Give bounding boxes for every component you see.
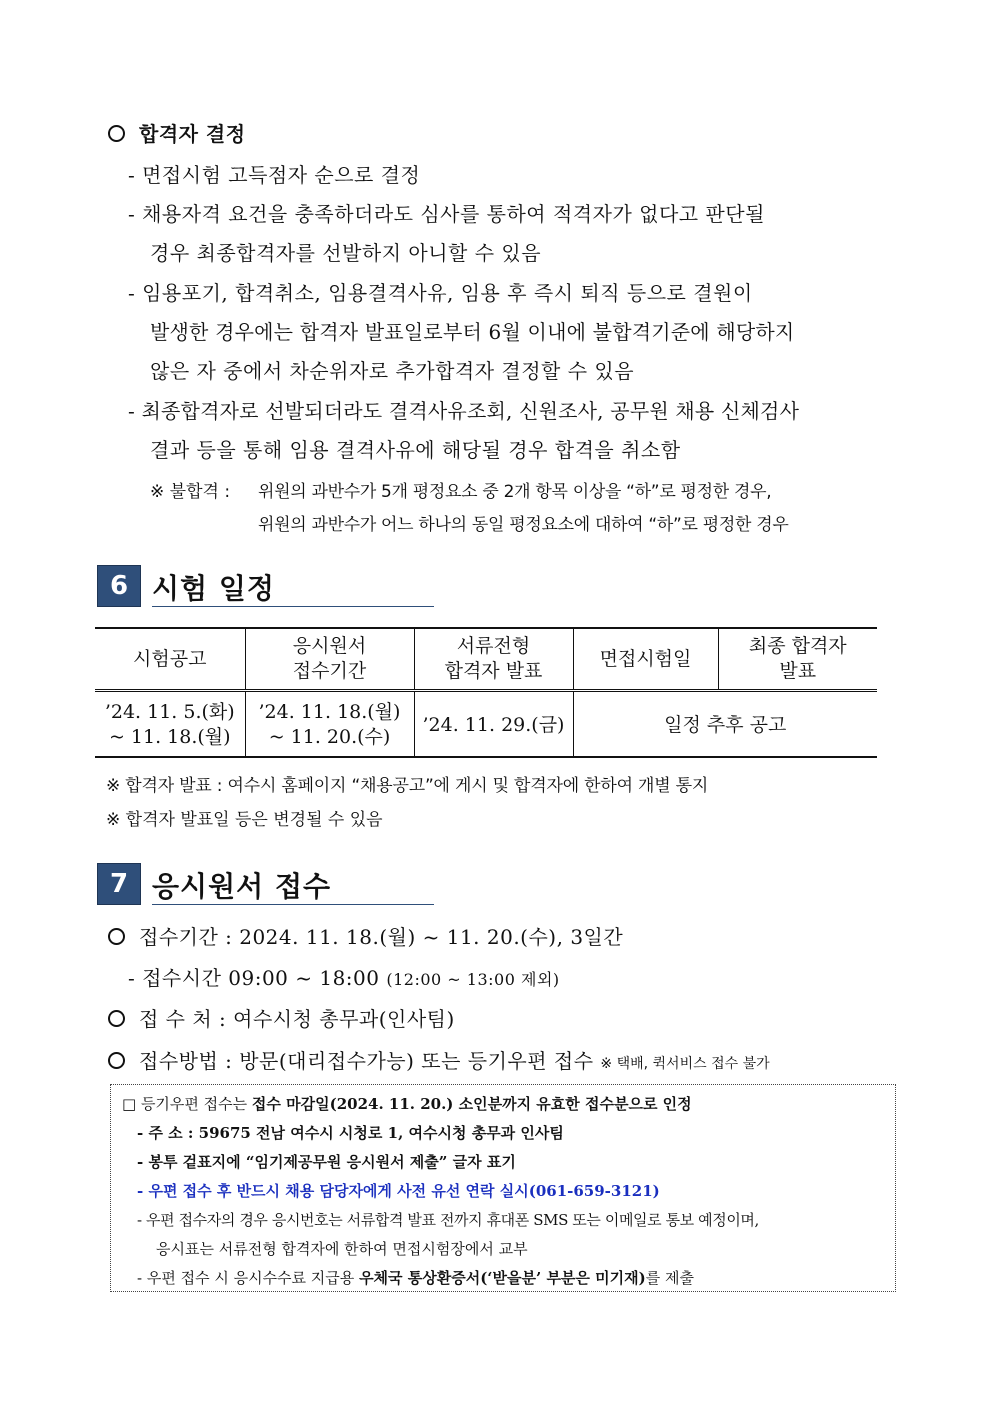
header-cell: 면접시험일 (573, 629, 718, 691)
pass-item: - 최종합격자로 선발되더라도 결격사유조회, 신원조사, 공무원 채용 신체검사 (128, 399, 800, 423)
mail-address: - 주 소 : 59675 전남 여수시 시청로 1, 여수시청 총무과 인사팀 (137, 1124, 564, 1142)
table-row (95, 691, 877, 759)
section-underline (152, 606, 434, 607)
table-cell: ’24. 11. 18.(월) ~ 11. 20.(수) (245, 691, 414, 759)
table-cell: ’24. 11. 5.(화) ~ 11. 18.(월) (95, 691, 245, 759)
fail-note-line: 위원의 과반수가 5개 평정요소 중 2개 항목 이상을 “하”로 평정한 경우, (258, 482, 772, 502)
mail-fee-note: - 우편 접수 시 응시수수료 지급용 우체국 통상환증서(‘받을분’ 부분은 미기재)를 제출 (137, 1269, 694, 1287)
apply-method-note: ※ 택배, 퀵서비스 접수 불가 (600, 1056, 770, 1072)
apply-hours-exception: (12:00 ~ 13:00 제외) (386, 970, 560, 989)
apply-period: 접수기간 : 2024. 11. 18.(월) ~ 11. 20.(수), 3일간 (108, 921, 623, 950)
pass-item: 발생한 경우에는 합격자 발표일로부터 6월 이내에 불합격기준에 해당하지 (150, 320, 795, 344)
pass-item: 경우 최종합격자를 선발하지 아니할 수 있음 (150, 241, 542, 265)
mail-contact-note: - 우편 접수 후 반드시 채용 담당자에게 사전 유선 연락 실시(061-659-3121) (137, 1182, 660, 1200)
pass-item: - 임용포기, 합격취소, 임용결격사유, 임용 후 즉시 퇴직 등으로 결원이 (128, 281, 753, 305)
header-cell: 최종 합격자 발표 (718, 629, 877, 691)
circle-bullet-icon (108, 1052, 125, 1069)
pass-heading: 합격자 결정 (108, 118, 246, 147)
pass-item: - 면접시험 고득점자 순으로 결정 (128, 163, 421, 187)
header-cell: 시험공고 (95, 629, 245, 691)
schedule-note: ※ 합격자 발표일 등은 변경될 수 있음 (106, 810, 383, 830)
section-number-badge: 6 (97, 565, 141, 607)
fail-note-label: ※ 불합격 : (150, 482, 231, 502)
header-cell: 서류전형 합격자 발표 (414, 629, 573, 691)
table-header-row (95, 629, 877, 691)
pass-item: - 채용자격 요건을 충족하더라도 심사를 통하여 적격자가 없다고 판단될 (128, 202, 765, 226)
pass-item: 않은 자 중에서 차순위자로 추가합격자 결정할 수 있음 (150, 359, 635, 383)
table-cell: 일정 추후 공고 (573, 691, 877, 759)
section-number-badge: 7 (97, 863, 141, 905)
mail-envelope-note: - 봉투 겉표지에 “임기제공무원 응시원서 제출” 글자 표기 (137, 1153, 516, 1171)
apply-hours: - 접수시간 09:00 ~ 18:00 (12:00 ~ 13:00 제외) (128, 966, 560, 990)
section-title: 시험 일정 (152, 572, 275, 605)
table-cell: ’24. 11. 29.(금) (414, 691, 573, 759)
mail-info-line: □ 등기우편 접수는 접수 마감일(2024. 11. 20.) 소인분까지 유효한 접수분으로 인정 (122, 1095, 692, 1113)
circle-bullet-icon (108, 1010, 125, 1027)
apply-method: 접수방법 : 방문(대리접수가능) 또는 등기우편 접수 ※ 택배, 퀵서비스 접수 불가 (108, 1045, 770, 1074)
schedule-note: ※ 합격자 발표 : 여수시 홈페이지 “채용공고”에 게시 및 합격자에 한하여 개별 통지 (106, 776, 709, 796)
table-bottom-border (95, 756, 877, 758)
apply-place: 접 수 처 : 여수시청 총무과(인사팀) (108, 1003, 455, 1032)
circle-bullet-icon (108, 125, 125, 142)
section-underline (152, 904, 434, 905)
circle-bullet-icon (108, 928, 125, 945)
section-title: 응시원서 접수 (152, 870, 332, 903)
pass-item: 결과 등을 통해 임용 결격사유에 해당될 경우 합격을 취소함 (150, 438, 681, 462)
schedule-table (95, 629, 877, 758)
header-cell: 응시원서 접수기간 (245, 629, 414, 691)
mail-info-line: 응시표는 서류전형 합격자에 한하여 면접시험장에서 교부 (156, 1240, 528, 1258)
fail-note-line: 위원의 과반수가 어느 하나의 동일 평정요소에 대하여 “하”로 평정한 경우 (258, 515, 789, 535)
mail-info-line: - 우편 접수자의 경우 응시번호는 서류합격 발표 전까지 휴대폰 SMS 또는 이메일로 통보 예정이며, (137, 1211, 759, 1229)
